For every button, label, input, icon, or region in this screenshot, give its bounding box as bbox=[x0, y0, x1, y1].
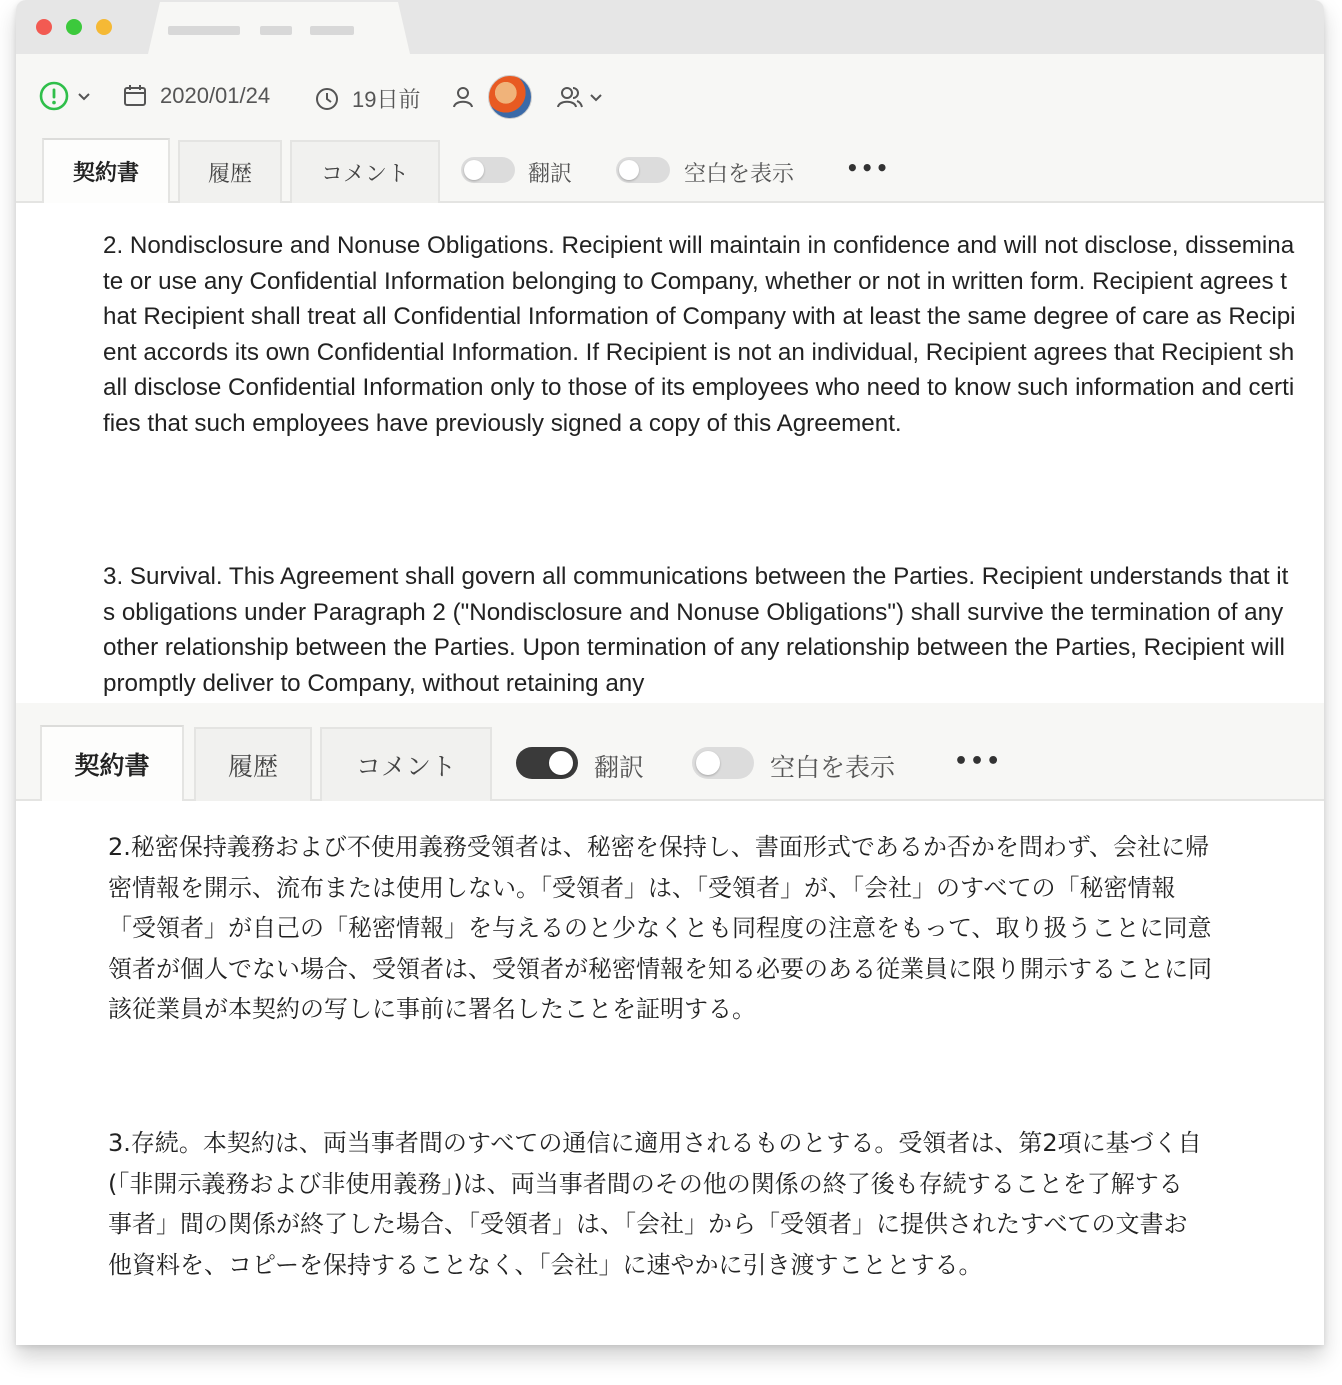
text-line: 「受領者」が自己の「秘密情報」を与えるのと少なくとも同程度の注意をもって、取り扱うことに同意 bbox=[108, 914, 1212, 942]
tab-label: 契約書 bbox=[74, 751, 150, 780]
paragraph-survival-ja bbox=[108, 1123, 1324, 1285]
tab-comments[interactable] bbox=[290, 140, 440, 203]
members-dropdown[interactable] bbox=[556, 84, 606, 110]
show-whitespace-toggle[interactable] bbox=[616, 157, 670, 183]
users-icon bbox=[556, 84, 584, 110]
status-dropdown[interactable] bbox=[38, 80, 94, 112]
text-line: (「非開示義務および非使用義務」)は、両当事者間のその他の関係の終了後も存続することを了解する bbox=[108, 1169, 1183, 1198]
show-whitespace-label: 空白を表示 bbox=[684, 162, 795, 187]
tab-label: 履歴 bbox=[227, 752, 278, 781]
document-meta-toolbar bbox=[16, 54, 1324, 138]
japanese-document bbox=[16, 801, 1324, 1345]
tab-label: コメント bbox=[355, 752, 456, 781]
tab-label: 履歴 bbox=[207, 162, 252, 187]
more-options-button[interactable]: ••• bbox=[846, 156, 891, 180]
toggle-knob bbox=[549, 751, 573, 775]
zoom-window-button[interactable] bbox=[96, 19, 112, 35]
tab-history[interactable] bbox=[178, 140, 282, 203]
top-panel-tabbar bbox=[16, 138, 1324, 203]
document-date: 2020/01/24 bbox=[160, 83, 271, 108]
translate-toggle[interactable] bbox=[516, 747, 578, 779]
tab-label: 契約書 bbox=[72, 161, 139, 186]
translate-toggle[interactable] bbox=[461, 157, 515, 183]
translate-label: 翻訳 bbox=[594, 753, 645, 782]
toggle-knob bbox=[619, 160, 639, 180]
bottom-panel-tabbar bbox=[16, 703, 1324, 801]
tab-contract[interactable] bbox=[42, 138, 170, 203]
show-whitespace-toggle[interactable] bbox=[692, 747, 754, 779]
clock-icon bbox=[314, 86, 340, 112]
date-field[interactable] bbox=[122, 83, 270, 109]
tab-placeholder-bar bbox=[310, 26, 354, 35]
text-line: 該従業員が本契約の写しに事前に署名したことを証明する。 bbox=[108, 995, 756, 1023]
tab-placeholder-bar bbox=[168, 26, 240, 35]
close-window-button[interactable] bbox=[36, 19, 52, 35]
toggle-knob bbox=[696, 751, 720, 775]
tab-label: コメント bbox=[320, 162, 409, 187]
paragraph-nondisclosure: 2. Nondisclosure and Nonuse Obligations. Recipient will maintain in confidence and will not disclose, disseminate or use any Confidential Information belonging to Company, whether or not in written form. Recipient agrees that Recipient shall treat all Confidential Information of Company with at least the same degree of care as Recipient accords its own Confidential Information. If Recipient is not an individual, Recipient agrees that Recipient shall disclose Confidential Information only to those of its employees who need to know such information and certifies that such employees have previously signed a copy of this Agreement. bbox=[103, 232, 1296, 437]
text-line: 3.存続。本契約は、両当事者間のすべての通信に適用されるものとする。受領者は、第2項に基づく自 bbox=[108, 1129, 1202, 1157]
owner-selector[interactable] bbox=[450, 75, 532, 119]
tab-contract[interactable] bbox=[40, 725, 184, 801]
user-icon bbox=[450, 84, 476, 110]
text-line: 領者が個人でない場合、受領者は、受領者が秘密情報を知る必要のある従業員に限り開示することに同 bbox=[108, 954, 1212, 983]
chevron-down-icon bbox=[586, 87, 606, 107]
text-line: 2.秘密保持義務および不使用義務受領者は、秘密を保持し、書面形式であるか否かを問わず、会社に帰 bbox=[108, 833, 1209, 861]
title-bar bbox=[16, 0, 1324, 54]
tab-comments[interactable] bbox=[320, 727, 492, 801]
minimize-window-button[interactable] bbox=[66, 19, 82, 35]
calendar-icon bbox=[122, 83, 148, 109]
elapsed-time bbox=[314, 83, 420, 114]
paragraph-nondisclosure-ja bbox=[108, 827, 1324, 1030]
tab-placeholder-bar bbox=[260, 26, 292, 35]
english-document bbox=[16, 203, 1324, 703]
chevron-down-icon bbox=[74, 86, 94, 106]
more-options-button[interactable]: ••• bbox=[954, 749, 1003, 774]
toggle-knob bbox=[464, 160, 484, 180]
app-window bbox=[16, 0, 1324, 1345]
text-line: 密情報を開示、流布または使用しない。「受領者」は、「受領者」が、「会社」のすべての「秘密情報 bbox=[108, 873, 1176, 902]
avatar[interactable] bbox=[488, 75, 532, 119]
translate-label: 翻訳 bbox=[528, 162, 573, 187]
text-line: 他資料を、コピーを保持することなく、「会社」に速やかに引き渡すこととする。 bbox=[108, 1250, 983, 1279]
text-line: 事者」間の関係が終了した場合、「受領者」は、「会社」から「受領者」に提供されたすべての文書お bbox=[108, 1210, 1188, 1238]
elapsed-text: 19日前 bbox=[352, 87, 421, 112]
browser-tab[interactable] bbox=[148, 2, 410, 54]
tab-history[interactable] bbox=[194, 727, 312, 801]
status-alert-icon bbox=[38, 80, 70, 112]
paragraph-survival: 3. Survival. This Agreement shall govern all communications between the Parties. Recipient understands that its obligations under Paragraph 2 ("Nondisclosure and Nonuse Obligations") shall survive the termination of any other relationship between the Parties. Upon termination of any relationship between the Parties, Recipient will promptly deliver to Company, without retaining any bbox=[103, 563, 1289, 697]
show-whitespace-label: 空白を表示 bbox=[770, 753, 896, 782]
